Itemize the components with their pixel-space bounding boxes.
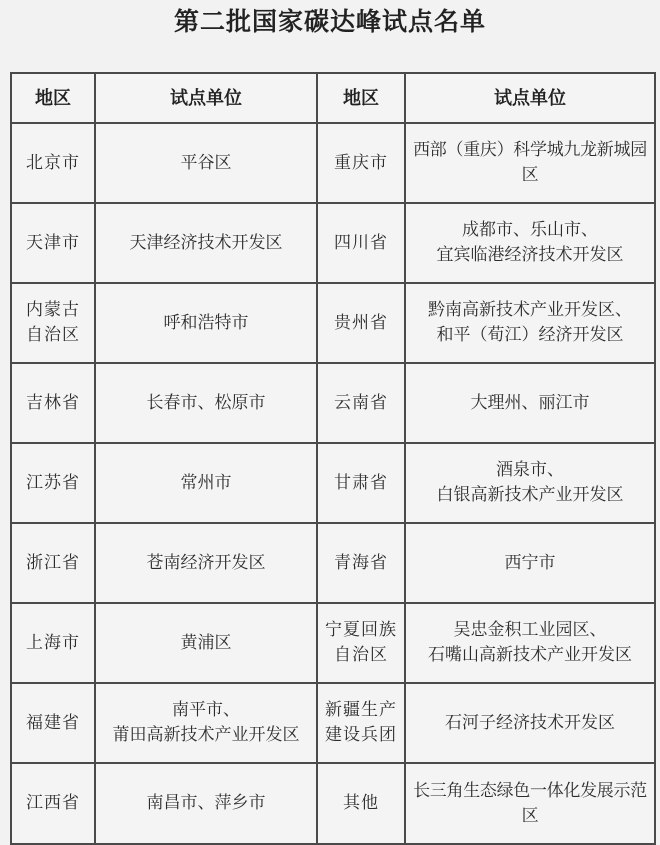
header-region-right: 地区 — [317, 73, 405, 123]
cell-unit-left: 南平市、 莆田高新技术产业开发区 — [95, 683, 317, 763]
cell-region-right: 四川省 — [317, 203, 405, 283]
table-row — [11, 123, 655, 203]
cell-unit-left: 平谷区 — [95, 123, 317, 203]
table-row — [11, 683, 655, 763]
cell-unit-left: 长春市、松原市 — [95, 363, 317, 443]
cell-region-right: 重庆市 — [317, 123, 405, 203]
cell-region-left: 北京市 — [11, 123, 95, 203]
cell-unit-right: 石河子经济技术开发区 — [405, 683, 655, 763]
table-row — [11, 203, 655, 283]
cell-unit-left: 常州市 — [95, 443, 317, 523]
cell-unit-right: 长三角生态绿色一体化发展示范区 — [405, 763, 655, 844]
cell-unit-right: 西宁市 — [405, 523, 655, 603]
header-unit-right: 试点单位 — [405, 73, 655, 123]
table-row — [11, 283, 655, 363]
pilot-list-table — [10, 72, 656, 845]
cell-unit-right: 吴忠金积工业园区、 石嘴山高新技术产业开发区 — [405, 603, 655, 683]
cell-unit-left: 呼和浩特市 — [95, 283, 317, 363]
cell-region-left: 江苏省 — [11, 443, 95, 523]
cell-unit-right: 大理州、丽江市 — [405, 363, 655, 443]
header-unit-left: 试点单位 — [95, 73, 317, 123]
table-row — [11, 763, 655, 844]
cell-region-left: 内蒙古 自治区 — [11, 283, 95, 363]
cell-region-left: 天津市 — [11, 203, 95, 283]
cell-region-right: 宁夏回族 自治区 — [317, 603, 405, 683]
cell-region-right: 新疆生产 建设兵团 — [317, 683, 405, 763]
cell-unit-right: 成都市、乐山市、 宜宾临港经济技术开发区 — [405, 203, 655, 283]
table-row — [11, 603, 655, 683]
cell-unit-left: 天津经济技术开发区 — [95, 203, 317, 283]
document-title: 第二批国家碳达峰试点名单 — [173, 7, 486, 36]
header-region-left: 地区 — [11, 73, 95, 123]
cell-region-left: 吉林省 — [11, 363, 95, 443]
cell-region-right: 其他 — [317, 763, 405, 844]
cell-unit-right: 西部（重庆）科学城九龙新城园区 — [405, 123, 655, 203]
cell-region-left: 上海市 — [11, 603, 95, 683]
cell-region-right: 青海省 — [317, 523, 405, 603]
cell-region-right: 甘肃省 — [317, 443, 405, 523]
cell-region-left: 福建省 — [11, 683, 95, 763]
table-row — [11, 523, 655, 603]
cell-region-left: 江西省 — [11, 763, 95, 844]
table-row — [11, 363, 655, 443]
table-row — [11, 443, 655, 523]
cell-region-left: 浙江省 — [11, 523, 95, 603]
cell-region-right: 云南省 — [317, 363, 405, 443]
table-header-row — [11, 73, 655, 123]
cell-unit-left: 黄浦区 — [95, 603, 317, 683]
cell-unit-left: 南昌市、萍乡市 — [95, 763, 317, 844]
cell-unit-right: 酒泉市、 白银高新技术产业开发区 — [405, 443, 655, 523]
cell-region-right: 贵州省 — [317, 283, 405, 363]
cell-unit-right: 黔南高新技术产业开发区、 和平（荀江）经济开发区 — [405, 283, 655, 363]
cell-unit-left: 苍南经济开发区 — [95, 523, 317, 603]
